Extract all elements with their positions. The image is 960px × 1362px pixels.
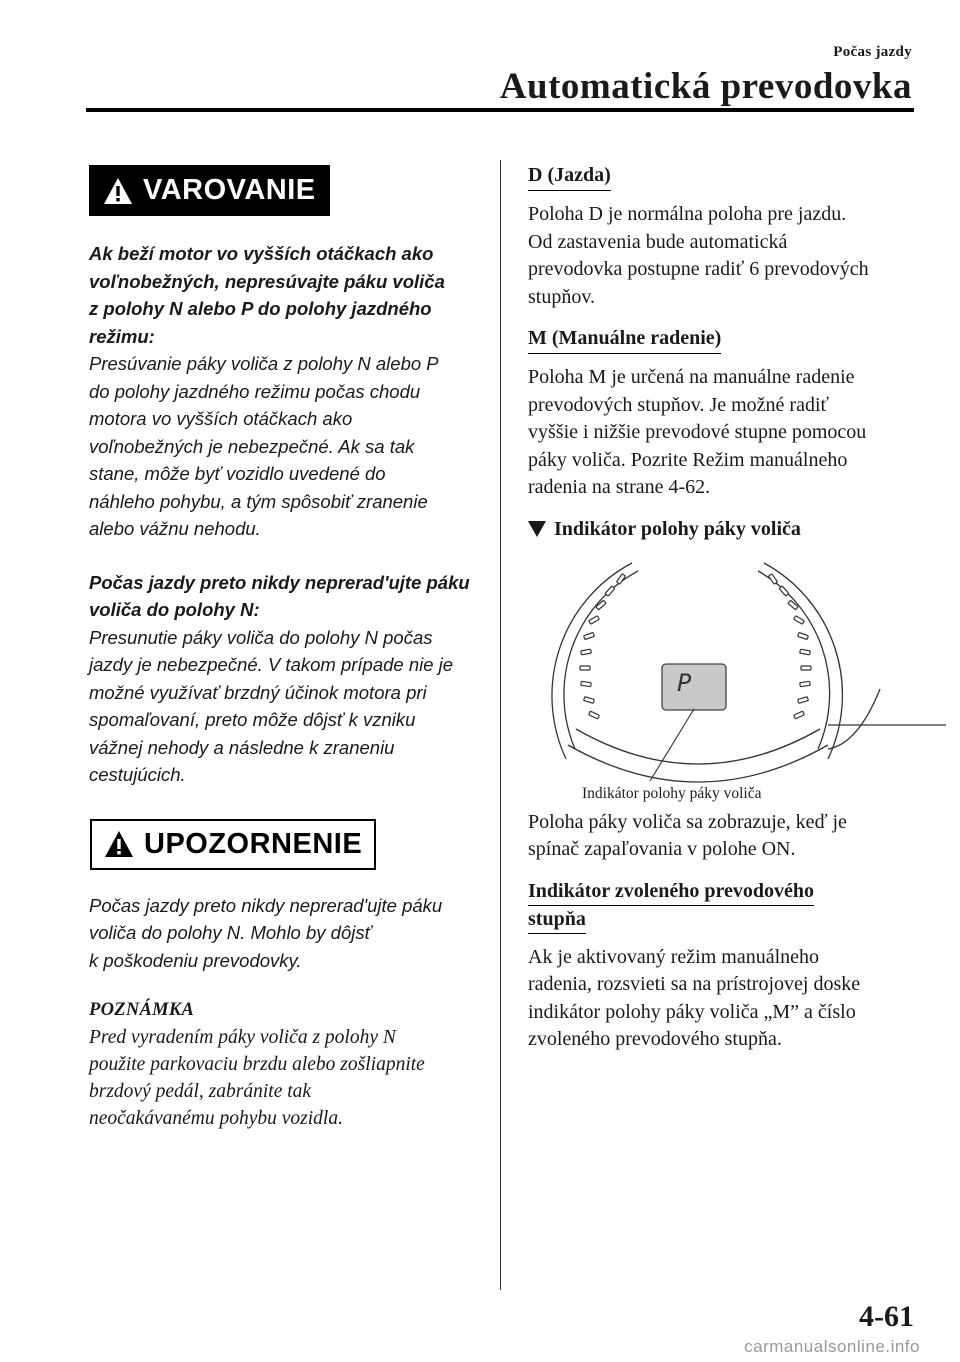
chapter-title: Automatická prevodovka: [499, 66, 912, 107]
instrument-cluster-illustration: [528, 549, 948, 789]
note-text: Pred vyradením páky voliča z polohy N použite parkovaciu brzdu alebo zošliapnite brzdový pedál, zabránite tak neočakávanému pohybu vozidla.: [89, 1027, 425, 1129]
warning-banner: [89, 165, 330, 216]
section-title: Počas jazdy: [833, 44, 912, 60]
header-rule: [86, 108, 914, 112]
note-title: POZNÁMKA: [89, 1000, 195, 1020]
d-text: Poloha D je normálna poloha pre jazdu. Od zastavenia bude automatická prevodovka postupne radiť 6 prevodových stupňov.: [528, 203, 869, 308]
warning-p1-heading: Ak beží motor vo vyšších otáčkach ako voľnobežných, nepresúvajte páku voliča z polohy N alebo P do polohy jazdného režimu:: [89, 243, 445, 347]
page-header: [500, 44, 912, 108]
watermark: carmanualsonline.info: [744, 1337, 920, 1356]
warning-label: VAROVANIE: [143, 174, 316, 206]
warning-p2-text: Presunutie páky voliča do polohy N počas jazdy je nebezpečné. V takom prípade nie je možné využívať brzdný účinok motora pri spomaľovaní, preto môže dôjsť k vzniku vážnej nehody a následne k zraneniu cestujúcich.: [89, 626, 454, 785]
gear-text: Ak je aktivovaný režim manuálneho radenia, rozsvieti sa na prístrojovej doske indikátor polohy páky voliča „M” a číslo zvoleného prevodového stupňa.: [528, 945, 861, 1050]
warning-p1-text: Presúvanie páky voliča z polohy N alebo P do polohy jazdného režimu počas chodu motora vo vyšších otáčkach ako voľnobežných je nebezpečné. Ak sa tak stane, môže byť vozidlo uvedené do náhleho pohybu, a tým spôsobiť zranenie alebo vážnu nehodu.: [89, 353, 439, 539]
warning-p2-heading: Počas jazdy preto nikdy neprerad'ujte páku voliča do polohy N:: [89, 571, 470, 620]
m-text: Poloha M je určená na manuálne radenie prevodových stupňov. Je možné radiť vyššie i nižšie prevodové stupne pomocou páky voliča. Pozrite Režim manuálneho radenia na strane 4-62.: [528, 366, 867, 498]
caution-icon: [104, 830, 134, 858]
page-number: 4-61: [859, 1300, 914, 1333]
indicator-section-heading: Indikátor polohy páky voliča: [528, 518, 918, 541]
column-divider: [500, 160, 501, 1290]
caution-banner: [90, 819, 376, 870]
caution-text: Počas jazdy preto nikdy neprerad'ujte páku voliča do polohy N. Mohlo by dôjsť k poškodeniu prevodovky.: [89, 894, 443, 971]
section-triangle-icon: [528, 521, 546, 537]
figure-caption: Indikátor polohy páky voliča: [582, 784, 762, 802]
gear-heading: Indikátor zvoleného prevodového stupňa: [528, 878, 814, 934]
gear-display-char: P: [677, 668, 692, 697]
left-column: [89, 165, 481, 1132]
m-heading: M (Manuálne radenie): [528, 325, 721, 354]
right-column: [528, 162, 918, 1054]
indicator-text: Poloha páky voliča sa zobrazuje, keď je spínač zapaľovania v polohe ON.: [528, 810, 847, 860]
warning-icon: [103, 177, 133, 205]
d-heading: D (Jazda): [528, 162, 611, 191]
gear-indicator-figure: [528, 549, 948, 809]
caution-label: UPOZORNENIE: [144, 827, 363, 860]
